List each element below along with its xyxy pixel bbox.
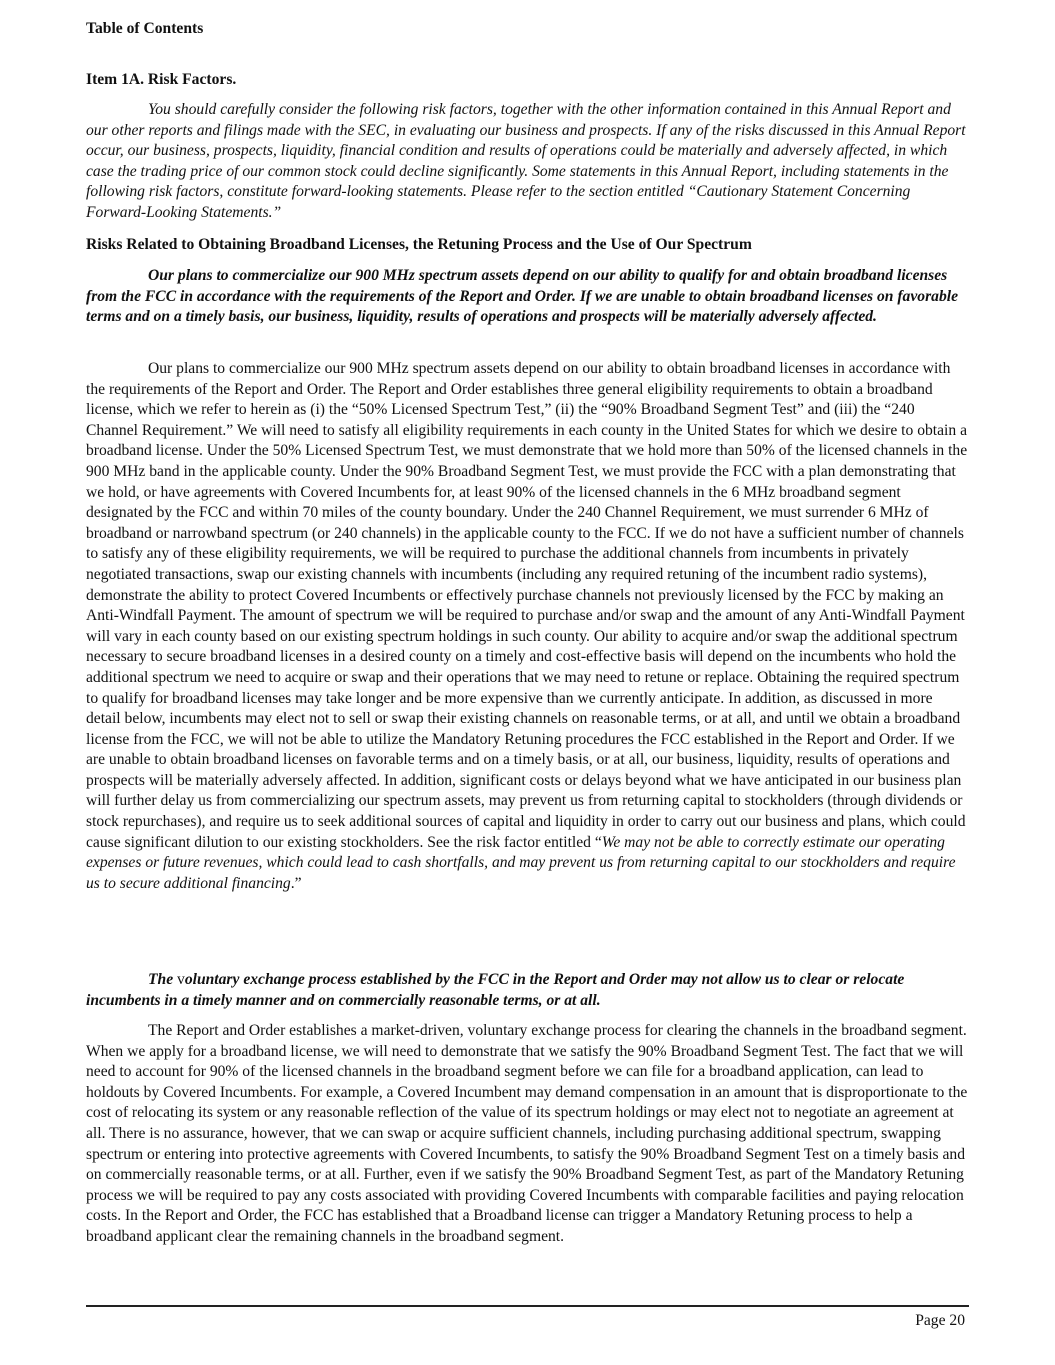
risk1-body	[86, 359, 969, 894]
item-heading: Item 1A. Risk Factors.	[86, 71, 237, 88]
risk1-body-text: Our plans to commercialize our 900 MHz spectrum assets depend on our ability to obtain broadband licenses in accordance with the requirements of the Report and Order. The Report and Order establishes three general eligibility requirements to obtain a broadband license, which we refer to herein as (i) the “50% Licensed Spectrum Test,” (ii) the “90% Broadband Segment Test” and (iii) the “240 Channel Requirement.” We will need to satisfy all eligibility requirements in each county in the United States for which we desire to obtain a broadband license. Under the 50% Licensed Spectrum Test, we must demonstrate that we hold more than 50% of the licensed channels in the 900 MHz band in the applicable county. Under the 90% Broadband Segment Test, we must provide the FCC with a plan demonstrating that we hold, or have agreements with Covered Incumbents for, at least 90% of the licensed channels in the 6 MHz broadband segment designated by the FCC and within 70 miles of the county boundary. Under the 240 Channel Requirement, we must surrender 6 MHz of broadband or narrowband spectrum (or 240 channels) in the applicable county to the FCC. If we do not have a sufficient number of channels to satisfy any of these eligibility requirements, we will be required to purchase the additional channels from incumbents in privately negotiated transactions, swap our existing channels with incumbents (including any required retuning of the incumbent radio systems), demonstrate the ability to protect Covered Incumbents or effectively purchase channels not previously licensed by the FCC by making an Anti-Windfall Payment. The amount of spectrum we will be required to purchase and/or swap and the amount of any Anti-Windfall Payment will vary in each county based on our existing spectrum holdings in such county. Our ability to acquire and/or swap the additional spectrum necessary to secure broadband licenses in a desired county on a timely and cost-effective basis will depend on the incumbents who hold the additional spectrum we need to acquire or swap and their operations that we may need to retune or replace. Obtaining the required spectrum to qualify for broadband licenses may take longer and be more expensive than we currently anticipate. In addition, as discussed in more detail below, incumbents may elect not to sell or swap their existing channels on reasonable terms, or at all, and until we obtain a broadband license from the FCC, we will not be able to utilize the Mandatory Retuning procedures the FCC established in the Report and Order. If we are unable to obtain broadband licenses on favorable terms and on a timely basis, or at all, our business, liquidity, results of operations and prospects will be materially adversely affected. In addition, significant costs or delays beyond what we have anticipated in our business plan will further delay us from commercializing our spectrum assets, may prevent us from returning capital to stockholders (through dividends or stock repurchases), and require us to seek additional sources of capital and liquidity in order to carry out our business and plans, which could cause significant dilution to our existing stockholders. See the risk factor entitled “	[86, 360, 968, 851]
risk2-title	[86, 970, 969, 1011]
risk1-title: Our plans to commercialize our 900 MHz spectrum assets depend on our ability to qualify for and obtain broadband licenses from the FCC in accordance with the requirements of the Report and Order. If we are unable to obtain broadband licenses on favorable terms and on a timely basis, our business, liquidity, results of operations and prospects will be materially adversely affected.	[86, 267, 958, 326]
table-of-contents-link[interactable]: Table of Contents	[86, 20, 204, 37]
risk2-title-part2: oluntary exchange process established by the FCC in the Report and Order may not allow us to clear or relocate incumbents in a timely manner and on commercially reasonable terms, or at all.	[86, 971, 905, 1009]
section-heading: Risks Related to Obtaining Broadband Licenses, the Retuning Process and the Use of Our Spectrum	[86, 236, 752, 253]
risk2-body: The Report and Order establishes a market-driven, voluntary exchange process for clearing the channels in the broadband segment. When we apply for a broadband license, we will need to demonstrate that we satisfy the 90% Broadband Segment Test. The fact that we will need to account for 90% of the licensed channels in the broadband segment before we can file for a broadband application, can lead to holdouts by Covered Incumbents. For example, a Covered Incumbent may demand compensation in an amount that is disproportionate to the cost of relocating its system or any reasonable reflection of the value of its spectrum holdings or may elect not to negotiate an agreement at all. There is no assurance, however, that we can swap or acquire sufficient channels, including purchasing additional spectrum, swapping spectrum or entering into protective agreements with Covered Incumbents, to satisfy the 90% Broadband Segment Test on a timely basis and on commercially reasonable terms, or at all. Further, even if we satisfy the 90% Broadband Segment Test, as part of the Mandatory Retuning process we will be required to pay any costs associated with providing Covered Incumbents with comparable facilities and paying relocation costs. In the Report and Order, the FCC has established that a Broadband license can trigger a Mandatory Retuning process to help a broadband applicant clear the remaining channels in the broadband segment.	[86, 1022, 968, 1245]
intro-paragraph: You should carefully consider the following risk factors, together with the other information contained in this Annual Report and our other reports and filings made with the SEC, in evaluating our business and prospects. If any of the risks discussed in this Annual Report occur, our business, prospects, liquidity, financial condition and results of operations could be materially and adversely affected, in which case the trading price of our common stock could decline significantly. Some statements in this Annual Report, including statements in the following risk factors, constitute forward-looking statements. Please refer to the section entitled “Cautionary Statement Concerning Forward-Looking Statements.”	[86, 101, 966, 221]
page-number: Page 20	[915, 1312, 965, 1329]
risk1-body-italic-ref: We may not be able to correctly estimate our operating expenses or future revenues, which could lead to cash shortfalls, and may prevent us from returning capital to our stockholders and require us to secure additional financing	[86, 833, 956, 892]
risk2-title-part1: The	[148, 971, 178, 988]
risk2-title-upright-letter: v	[177, 971, 185, 988]
footer-divider	[86, 1305, 969, 1307]
risk1-body-end: .”	[290, 874, 302, 892]
